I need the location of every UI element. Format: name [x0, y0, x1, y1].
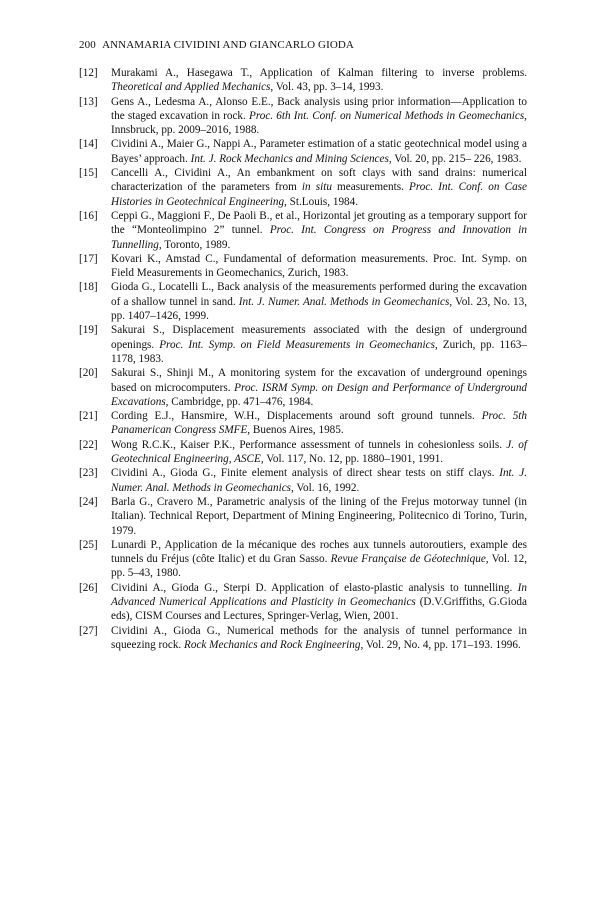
reference-text: Zurich, pp. 1163– 1178, 1983.: [111, 338, 527, 365]
reference-text: Wong R.C.K., Kaiser P.K., Performance assessment of tunnels in cohesionless soils.: [111, 438, 507, 451]
reference-italic-text: Int. J. Numer. Anal. Methods in Geomechanics,: [111, 467, 527, 494]
reference-number: [27]: [79, 624, 98, 637]
reference-text: Murakami A., Hasegawa T., Application of Kalman filtering to inverse problems.: [111, 67, 527, 79]
reference-number: [24]: [79, 495, 98, 508]
reference-text: Vol. 29, No. 4, pp. 171–193. 1996.: [363, 638, 521, 651]
reference-italic-text: Int. J. Numer. Anal. Methods in Geomechanics,: [238, 295, 453, 308]
reference-text: Sakurai S., Shinji M., A monitoring system for the excavation of underground openings based on microcomputers.: [111, 367, 527, 394]
reference-italic-text: Int. J. Rock Mechanics and Mining Sciences,: [190, 152, 392, 165]
reference-italic-text: Proc. Int. Symp. on Field Measurements in Geomechanics,: [159, 338, 438, 351]
reference-text: Buenos Aires, 1985.: [250, 424, 344, 437]
reference-text: Vol. 16, 1992.: [293, 481, 360, 494]
reference-text: Gioda G., Locatelli L., Back analysis of the measurements performed during the excavation of a shallow tunnel in sand.: [111, 281, 527, 308]
reference-number: [16]: [79, 209, 98, 222]
reference-item: [79, 66, 527, 95]
reference-text: Vol. 23, No. 13, pp. 1407–1426, 1999.: [111, 295, 527, 323]
reference-text: Vol. 20, pp. 215– 226, 1983.: [391, 152, 522, 165]
reference-text: Innsbruck, pp. 2009–2016, 1988.: [111, 124, 260, 137]
reference-text: Cording E.J., Hansmire, W.H., Displacements around soft ground tunnels.: [111, 410, 482, 423]
reference-number: [26]: [79, 581, 98, 594]
reference-item: [79, 323, 527, 366]
reference-italic-text: in situ: [301, 181, 332, 194]
reference-item: [79, 137, 527, 166]
reference-number: [17]: [79, 252, 98, 265]
reference-item: [79, 280, 527, 323]
reference-number: [19]: [79, 324, 98, 337]
reference-number: [13]: [79, 95, 98, 108]
reference-text: Vol. 12, pp. 5–43, 1980.: [111, 553, 528, 580]
reference-italic-text: Proc. Int. Conf. on Case Histories in Geotechnical Engineering,: [111, 181, 527, 208]
reference-italic-text: Theoretical and Applied Mechanics,: [111, 81, 274, 94]
reference-item: [79, 581, 527, 624]
reference-text: Cambridge, pp. 471–476, 1984.: [168, 395, 314, 408]
reference-italic-text: Proc. ISRM Symp. on Design and Performance of Underground Excavations,: [111, 381, 528, 408]
reference-text: Cividini A., Gioda G., Numerical methods for the analysis of tunnel performance in squeezing rock.: [111, 624, 527, 651]
reference-item: [79, 95, 527, 138]
reference-italic-text: Proc. 5th Panamerican Congress SMFE,: [111, 410, 527, 437]
reference-item: [79, 166, 527, 209]
reference-number: [14]: [79, 138, 98, 151]
reference-number: [12]: [79, 67, 98, 79]
reference-text: Ceppi G., Maggioni F., De Paoli B., et al., Horizontal jet grouting as a temporary support for the “Monteolimpino 2” tunnel.: [111, 209, 527, 237]
reference-item: [79, 209, 527, 252]
reference-text: Cancelli A., Cividini A., An embankment on soft clays with sand drains: numerical characterization of the parameters from: [111, 167, 527, 194]
page-number: 200: [79, 39, 96, 51]
reference-text: Cividini A., Gioda G., Sterpi D. Application of elasto-plastic analysis to tunnelling.: [111, 581, 518, 594]
reference-number: [23]: [79, 467, 98, 480]
reference-number: [20]: [79, 367, 98, 380]
reference-item: [79, 495, 527, 538]
reference-item: [79, 366, 527, 409]
running-header: [79, 39, 358, 51]
reference-item: [79, 538, 527, 581]
reference-item: [79, 466, 527, 495]
reference-item: [79, 252, 527, 281]
header-authors: ANNAMARIA CIVIDINI AND GIANCARLO GIODA: [102, 39, 354, 51]
reference-text: St.Louis, 1984.: [286, 195, 359, 208]
reference-item: [79, 438, 527, 467]
reference-text: Kovari K., Amstad C., Fundamental of deformation measurements. Proc. Int. Symp. on Field Measurements in Geomechanics, Zurich, 1983.: [111, 252, 527, 280]
reference-number: [18]: [79, 281, 98, 294]
reference-text: Vol. 117, No. 12, pp. 1880–1901, 1991.: [263, 453, 444, 466]
reference-italic-text: Proc. Int. Congress on Progress and Innovation in Tunnelling,: [111, 224, 527, 251]
reference-text: Vol. 43, pp. 3–14, 1993.: [273, 81, 384, 94]
reference-number: [21]: [79, 410, 98, 423]
reference-italic-text: Rock Mechanics and Rock Engineering,: [184, 638, 364, 651]
reference-text: Cividini A., Gioda G., Finite element analysis of direct shear tests on stiff clays.: [111, 467, 500, 480]
reference-italic-text: In Advanced Numerical Applications and Plasticity in Geomechanics: [111, 581, 527, 608]
reference-italic-text: J. of Geotechnical Engineering, ASCE,: [111, 438, 527, 466]
reference-text: Lunardi P., Application de la mécanique des roches aux tunnels autoroutiers, example des tunnels du Fréjus (côte Italic) et du Gran Sasso.: [111, 538, 527, 566]
reference-text: (D.V.Griffiths, G.Gioda eds), CISM Courses and Lectures, Springer-Verlag, Wien, 2001.: [111, 595, 527, 623]
reference-list: [79, 66, 527, 652]
reference-item: [79, 624, 527, 653]
reference-text: Gens A., Ledesma A., Alonso E.E., Back analysis using prior information—Application to the staged excavation in rock.: [111, 95, 527, 122]
reference-number: [15]: [79, 167, 98, 180]
reference-text: measurements.: [331, 181, 409, 194]
reference-italic-text: Proc. 6th Int. Conf. on Numerical Methods in Geomechanics,: [249, 109, 527, 122]
reference-number: [22]: [79, 438, 98, 451]
reference-text: Sakurai S., Displacement measurements associated with the design of underground openings.: [111, 324, 527, 351]
reference-text: Cividini A., Maier G., Nappi A., Parameter estimation of a static geotechnical model using a Bayes’ approach.: [111, 138, 527, 165]
reference-text: Barla G., Cravero M., Parametric analysis of the lining of the Frejus motorway tunnel (in Italian). Technical Report, Department of Mining Engineering, Politecnico di Torino, Turin, 1979.: [111, 495, 527, 537]
reference-number: [25]: [79, 538, 98, 551]
reference-italic-text: Revue Française de Géotechnique,: [330, 553, 489, 566]
reference-item: [79, 409, 527, 438]
reference-text: Toronto, 1989.: [161, 238, 231, 251]
